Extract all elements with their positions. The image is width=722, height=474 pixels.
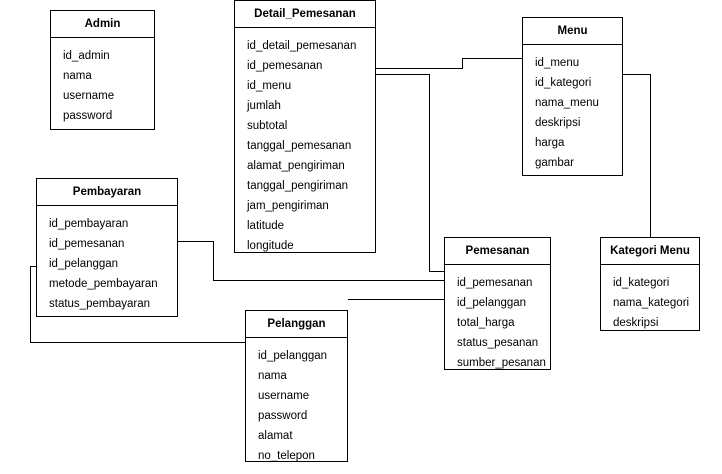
attribute: metode_pembayaran (49, 278, 158, 290)
attribute: id_pemesanan (247, 60, 323, 72)
attribute: deskripsi (535, 117, 581, 129)
entity-admin-attributes (51, 38, 154, 134)
attribute: tanggal_pemesanan (247, 140, 352, 152)
attribute: deskripsi (613, 317, 659, 329)
entity-pemesanan-title: Pemesanan (445, 238, 550, 265)
entity-pelanggan-attributes (246, 338, 347, 474)
connector-pelanggan-pemesanan-seg3 (386, 299, 444, 300)
entity-pemesanan-attributes (445, 265, 550, 381)
attribute: id_pelanggan (457, 297, 527, 309)
entity-pembayaran-title: Pembayaran (37, 179, 177, 206)
entity-admin[interactable] (50, 10, 155, 130)
connector-detail-menu-seg2 (462, 58, 463, 69)
attribute: nama_menu (535, 97, 599, 109)
attribute: sumber_pesanan (457, 357, 546, 369)
attribute: nama_kategori (613, 297, 690, 309)
connector-pelanggan-pemesanan-seg1 (348, 299, 386, 300)
connector-pembayaran-pemesanan-seg2 (213, 241, 214, 280)
attribute: nama (63, 70, 92, 82)
attribute: nama (258, 370, 287, 382)
connector-detail-menu-seg3 (462, 58, 522, 59)
entity-admin-title: Admin (51, 11, 154, 38)
entity-kategori-menu-title: Kategori Menu (601, 238, 699, 265)
attribute: alamat (258, 430, 293, 442)
entity-menu-attributes (523, 45, 622, 181)
attribute: username (258, 390, 310, 402)
entity-pelanggan[interactable] (245, 310, 348, 462)
attribute: id_pelanggan (49, 258, 119, 270)
attribute: id_kategori (535, 77, 592, 89)
attribute: subtotal (247, 120, 288, 132)
connector-pembayaran-pelanggan-seg3 (30, 342, 245, 343)
attribute: id_pelanggan (258, 350, 328, 362)
attribute: id_menu (247, 80, 292, 92)
connector-menu-kategori-seg1 (623, 74, 650, 75)
entity-menu[interactable] (522, 17, 623, 176)
connector-pembayaran-pemesanan-seg3 (213, 280, 444, 281)
entity-menu-title: Menu (523, 18, 622, 45)
attribute: id_detail_pemesanan (247, 40, 357, 52)
entity-kategori-menu[interactable] (600, 237, 700, 331)
attribute: password (63, 110, 113, 122)
entity-kategori-menu-attributes (601, 265, 699, 341)
entity-pemesanan[interactable] (444, 237, 551, 370)
entity-detail-pemesanan-title: Detail_Pemesanan (235, 1, 375, 28)
attribute: id_pemesanan (457, 277, 533, 289)
attribute: longitude (247, 240, 294, 252)
attribute: status_pembayaran (49, 298, 151, 310)
attribute: id_pemesanan (49, 238, 125, 250)
attribute: id_pembayaran (49, 218, 129, 230)
connector-pembayaran-pelanggan-seg1 (30, 266, 31, 342)
attribute: id_kategori (613, 277, 670, 289)
connector-detail-menu-seg1 (376, 68, 462, 69)
entity-detail-pemesanan[interactable] (234, 0, 376, 253)
attribute: status_pesanan (457, 337, 539, 349)
entity-pelanggan-title: Pelanggan (246, 311, 347, 338)
attribute: total_harga (457, 317, 515, 329)
attribute: latitude (247, 220, 285, 232)
attribute: id_menu (535, 57, 580, 69)
attribute: username (63, 90, 115, 102)
connector-menu-kategori-seg2 (650, 74, 651, 237)
connector-detail-pemesanan-seg1 (376, 74, 429, 75)
entity-pembayaran-attributes (37, 206, 177, 322)
attribute: gambar (535, 157, 574, 169)
entity-detail-pemesanan-attributes (235, 28, 375, 264)
attribute: jumlah (247, 100, 281, 112)
attribute: jam_pengiriman (247, 200, 329, 212)
entity-pembayaran[interactable] (36, 178, 178, 317)
attribute: id_admin (63, 50, 110, 62)
attribute: alamat_pengiriman (247, 160, 345, 172)
connector-pembayaran-pemesanan-seg1 (178, 241, 213, 242)
attribute: tanggal_pengiriman (247, 180, 349, 192)
attribute: password (258, 410, 308, 422)
attribute: harga (535, 137, 565, 149)
connector-detail-pemesanan-seg2 (429, 74, 430, 271)
attribute: no_telepon (258, 450, 315, 462)
connector-detail-pemesanan-seg3 (429, 271, 444, 272)
